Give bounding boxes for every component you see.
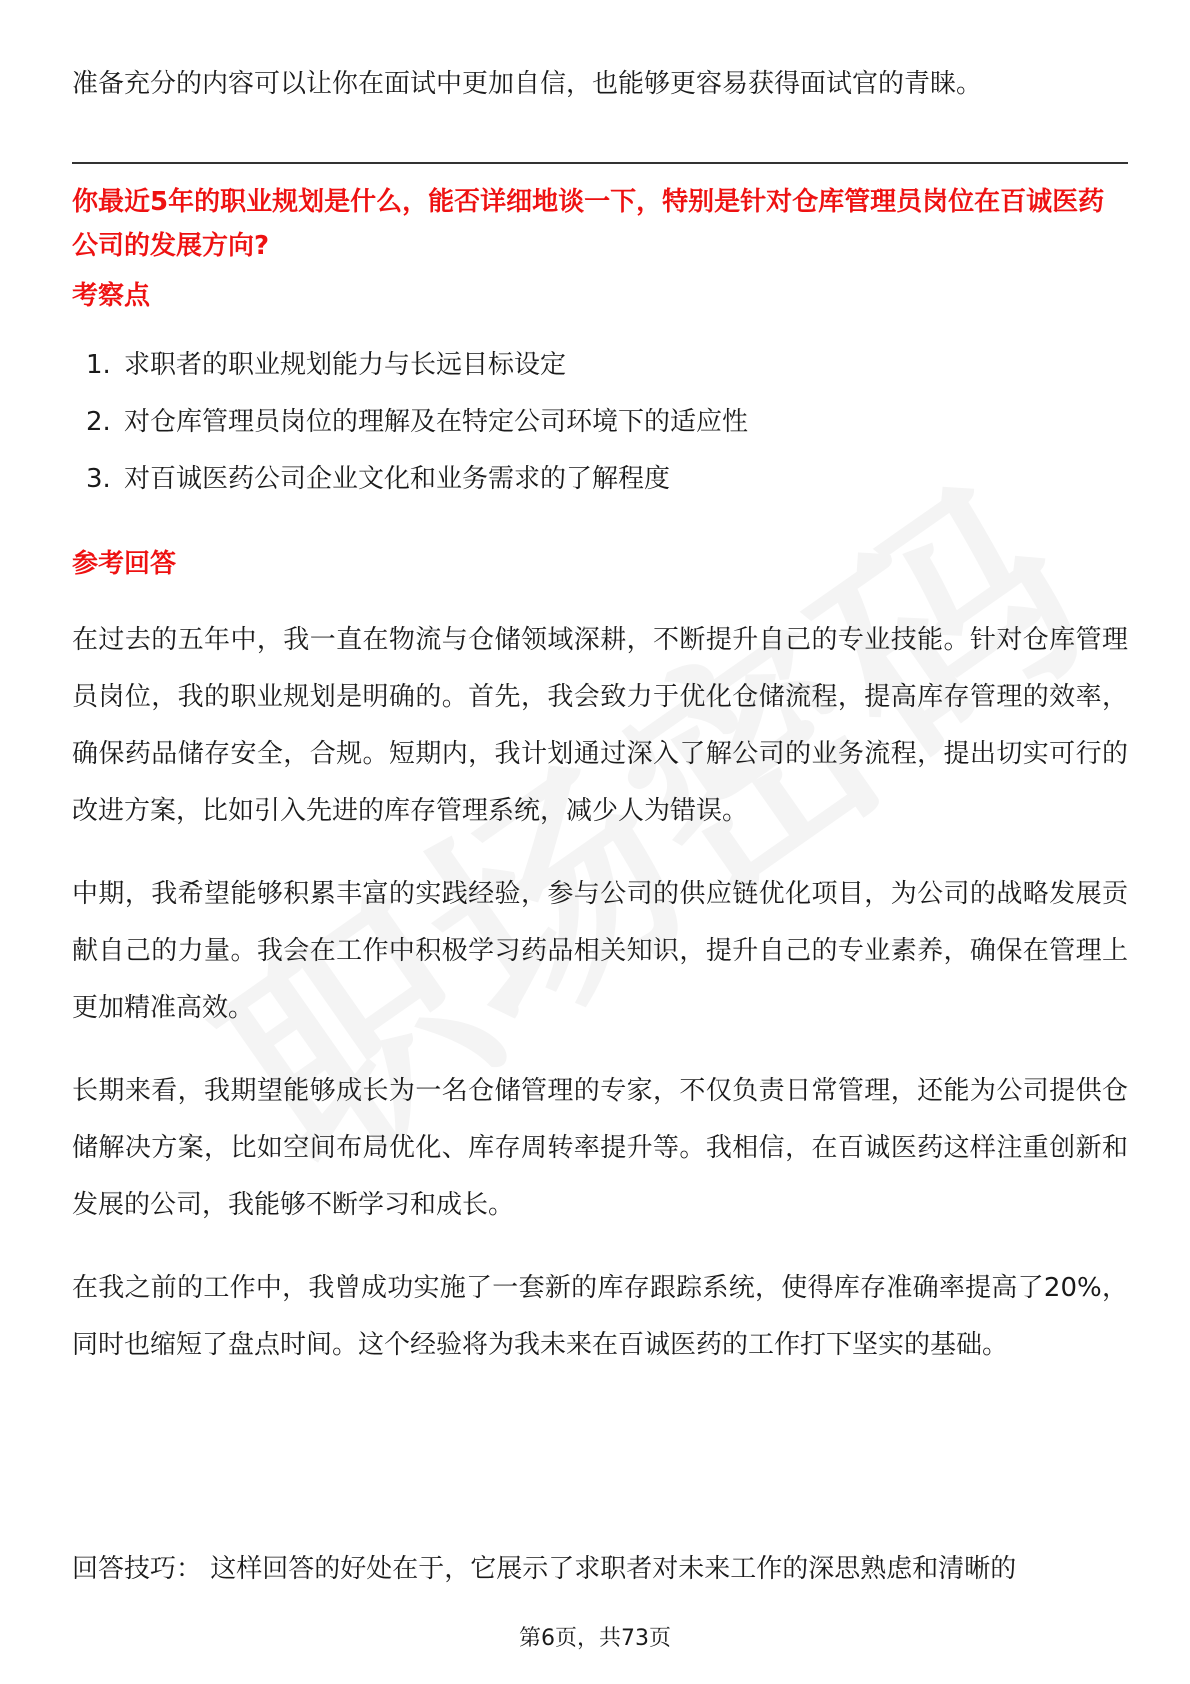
answer-paragraph: 中期，我希望能够积累丰富的实践经验，参与公司的供应链优化项目，为公司的战略发展贡献自己的力量。我会在工作中积极学习药品相关知识，提升自己的专业素养，确保在管理上更加精准高效。 bbox=[72, 879, 1128, 1023]
answer-paragraph: 长期来看，我期望能够成长为一名仓储管理的专家，不仅负责日常管理，还能为公司提供仓储解决方案，比如空间布局优化、库存周转率提升等。我相信，在百诚医药这样注重创新和发展的公司，我能够不断学习和成长。 bbox=[72, 1076, 1128, 1220]
list-item-text: 对仓库管理员岗位的理解及在特定公司环境下的适应性 bbox=[124, 407, 749, 437]
answer-paragraph: 在过去的五年中，我一直在物流与仓储领域深耕，不断提升自己的专业技能。针对仓库管理员岗位，我的职业规划是明确的。首先，我会致力于优化仓储流程，提高库存管理的效率，确保药品储存安全，合规。短期内，我计划通过深入了解公司的业务流程，提出切实可行的改进方案，比如引入先进的库存管理系统，减少人为错误。 bbox=[72, 625, 1128, 826]
list-item-text: 求职者的职业规划能力与长远目标设定 bbox=[124, 350, 567, 380]
list-item-number: 2. bbox=[86, 407, 111, 437]
intro-paragraph: 准备充分的内容可以让你在面试中更加自信，也能够更容易获得面试官的青睐。 bbox=[72, 69, 983, 99]
interview-question: 你最近5年的职业规划是什么，能否详细地谈一下，特别是针对仓库管理员岗位在百诚医药公司的发展方向? bbox=[72, 187, 1105, 261]
focus-points-heading: 考察点 bbox=[72, 281, 151, 311]
focus-points-list bbox=[72, 345, 1128, 516]
list-item-text: 对百诚医药公司企业文化和业务需求的了解程度 bbox=[124, 464, 671, 494]
section-divider bbox=[72, 162, 1128, 164]
answer-paragraph: 在我之前的工作中，我曾成功实施了一套新的库存跟踪系统，使得库存准确率提高了20%，同时也缩短了盘点时间。这个经验将为我未来在百诚医药的工作打下坚实的基础。 bbox=[72, 1273, 1128, 1360]
list-item bbox=[72, 402, 1128, 459]
list-item-number: 1. bbox=[86, 350, 111, 380]
page-number-footer: 第6页，共73页 bbox=[519, 1626, 671, 1651]
list-item-number: 3. bbox=[86, 464, 111, 494]
answer-tip: 回答技巧： 这样回答的好处在于，它展示了求职者对未来工作的深思熟虑和清晰的 bbox=[72, 1554, 1017, 1584]
reference-answer-body bbox=[72, 612, 1128, 1400]
reference-answer-heading: 参考回答 bbox=[72, 549, 177, 579]
list-item bbox=[72, 345, 1128, 402]
list-item bbox=[72, 459, 1128, 516]
